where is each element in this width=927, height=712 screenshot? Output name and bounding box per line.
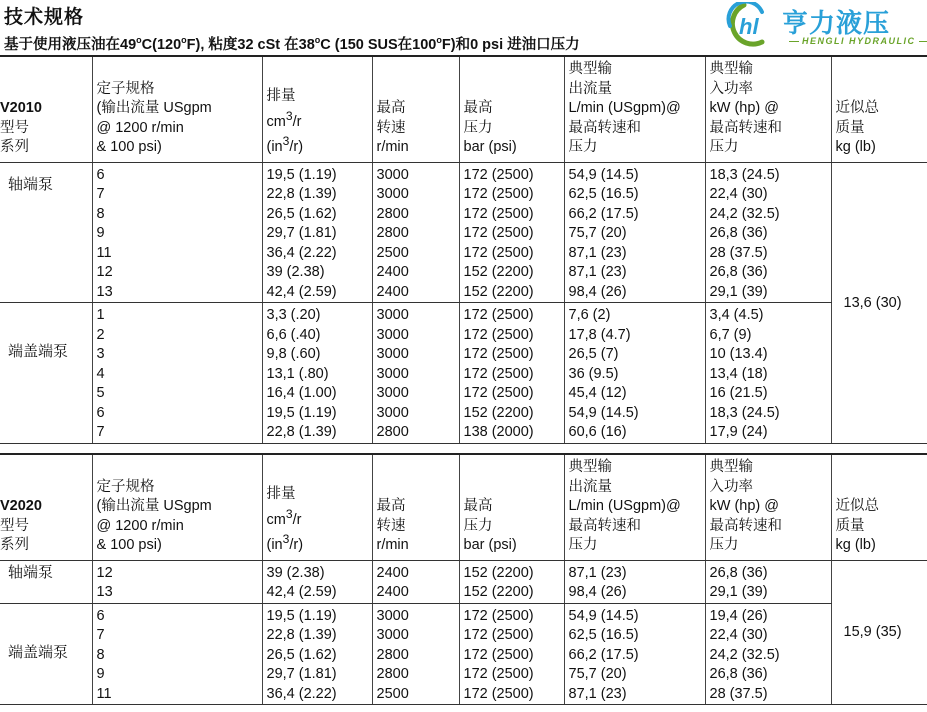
table-cell: 3,3 (.20) [266,307,321,323]
header-line: 转速 [376,119,406,136]
table-cell: 172 (2500) [463,186,534,202]
typical-flow-header [564,56,705,162]
model-series-label: 型号 [0,517,29,534]
size-column [92,603,262,705]
header-line: (输出流量 USgpm [96,100,212,116]
table-cell: 26,8 (36) [709,564,768,581]
header-line: 近似总 [835,498,879,514]
table-cell: 54,9 (14.5) [568,404,639,421]
table-cell: 16 (21.5) [709,385,768,401]
header-line: 定子规格 [96,80,155,97]
table-cell: 7 [96,186,105,202]
brand-logo [722,2,922,50]
table-cell: 1 [96,307,105,323]
table-cell: 62,5 (16.5) [568,186,639,202]
table-cell: 2500 [376,244,409,261]
model-series-label: 型号 [0,119,29,136]
header-line: 典型输 [709,459,753,475]
table-cell: 22,4 (30) [709,627,768,643]
weight-header [831,454,927,560]
header-line: kg (lb) [835,537,876,553]
table-cell: 18,3 (24.5) [709,166,780,183]
table-cell: 3000 [376,627,409,643]
table-cell: 8 [96,646,105,663]
table-cell: 16,4 (1.00) [266,385,337,401]
table-cell: 13 [96,584,113,600]
header-line: 近似总 [835,100,879,116]
header-line: 压力 [568,537,598,553]
table-cell: 3000 [376,186,409,202]
table-cell: 172 (2500) [463,365,534,382]
table-header-row [0,56,927,162]
header-line: 压力 [709,139,739,155]
table-cell: 7,6 (2) [568,307,611,323]
header-line: @ 1200 r/min [96,517,184,534]
table-cell: 26,5 (1.62) [266,646,337,663]
table-cell: 172 (2500) [463,225,534,241]
flow-column [564,162,705,303]
table-cell: 3000 [376,346,409,362]
table-cell: 9 [96,666,105,682]
header-line: 质量 [835,517,865,534]
table-cell: 152 (2200) [463,404,534,421]
header-line: 压力 [568,139,598,155]
speed-column [372,560,459,603]
model-series-label: 系列 [0,537,29,553]
header-line: 最高转速和 [568,119,641,136]
table-cell: 2400 [376,264,409,280]
pressure-column [459,162,564,303]
table-cell: 87,1 (23) [568,264,627,280]
model-series-label: 系列 [0,139,29,155]
header-line: 出流量 [568,478,612,495]
table-cell: 172 (2500) [463,666,534,682]
table-header-row [0,454,927,560]
table-cell: 3000 [376,307,409,323]
table-cell: 42,4 (2.59) [266,584,337,600]
pump-type-label: 端盖端泵 [0,603,92,705]
table-cell: 29,7 (1.81) [266,666,337,682]
header-line: 压力 [463,119,493,136]
header-line: 最高 [376,498,406,514]
header-line: 最高 [463,498,493,514]
header-line: & 100 psi) [96,537,162,553]
approx-weight: 15,9 (35) [831,560,927,705]
table-cell: 172 (2500) [463,646,534,663]
table-cell: 13,1 (.80) [266,365,329,382]
table-cell: 66,2 (17.5) [568,646,639,663]
table-cell: 2800 [376,666,409,682]
header-line: 最高转速和 [568,517,641,534]
table-cell: 60,6 (16) [568,424,627,440]
table-cell: 17,8 (4.7) [568,326,631,343]
power-column [705,560,831,603]
model-header [0,56,92,162]
table-cell: 12 [96,564,113,581]
table-cell: 22,8 (1.39) [266,424,337,440]
header-line: (输出流量 USgpm [96,498,212,514]
header-line: 典型输 [568,61,612,77]
table-cell: 3000 [376,404,409,421]
table-cell: 152 (2200) [463,564,534,581]
page-title: 技术规格 [4,7,85,28]
table-cell: 138 (2000) [463,424,534,440]
header-line: 压力 [463,517,493,534]
table-cell: 26,5 (7) [568,346,619,362]
header-line: kW (hp) @ [709,498,779,514]
table-cell: 87,1 (23) [568,244,627,261]
table-cell: 7 [96,424,105,440]
table-cell: 6 [96,404,105,421]
table-cell: 28 (37.5) [709,685,768,702]
stator-size-header [92,56,262,162]
table-cell: 17,9 (24) [709,424,768,440]
table-cell: 4 [96,365,105,382]
table-cell: 13,4 (18) [709,365,768,382]
disp-column [262,560,372,603]
speed-column [372,162,459,303]
table-cell: 2500 [376,685,409,702]
table-cell: 172 (2500) [463,326,534,343]
table-cell: 172 (2500) [463,346,534,362]
table-cell: 19,5 (1.19) [266,166,337,183]
hengli-logo-icon [722,2,780,48]
table-cell: 6 [96,607,105,624]
approx-weight: 13,6 (30) [831,162,927,443]
flow-column [564,560,705,603]
table-cell: 19,4 (26) [709,607,768,624]
page-subtitle: 基于使用液压油在49$^o$C(120$^o$F), 粘度32 cSt 在38$^o$C (150 SUS在100$^o$F)和0 psi 进油口压力 [4,35,580,53]
table-cell: 24,2 (32.5) [709,646,780,663]
table-cell: 172 (2500) [463,385,534,401]
table-cell: 172 (2500) [463,627,534,643]
header-line: & 100 psi) [96,139,162,155]
size-column [92,560,262,603]
table-cell: 26,8 (36) [709,666,768,682]
table-cell: 11 [96,685,112,702]
pressure-column [459,560,564,603]
svg-text:hl: hl [739,14,759,39]
table-cell: 54,9 (14.5) [568,166,639,183]
max-pressure-header [459,454,564,560]
displacement-header: 排量 $cm^3/r$ $(in^3/r)$ [262,454,372,560]
header-line: 压力 [709,537,739,553]
model-name: V2010 [0,100,42,116]
header-line: 出流量 [568,80,612,97]
table-cell: 62,5 (16.5) [568,627,639,643]
power-column [705,603,831,705]
typical-power-header [705,56,831,162]
table-cell: 5 [96,385,105,401]
header-line: @ 1200 r/min [96,119,184,136]
disp-column [262,303,372,444]
table-cell: 3000 [376,385,409,401]
header-line: 入功率 [709,80,753,97]
table-cell: 172 (2500) [463,307,534,323]
max-speed-header [372,454,459,560]
header-line: bar (psi) [463,537,517,553]
header-line: 最高转速和 [709,517,782,534]
table-cell: 28 (37.5) [709,244,768,261]
header-line: 最高 [376,100,406,116]
table-cell: 75,7 (20) [568,666,627,682]
table-cell: 2800 [376,205,409,222]
table-cell: 45,4 (12) [568,385,627,401]
power-column [705,162,831,303]
table-cell: 29,1 (39) [709,283,768,300]
table-cell: 2800 [376,225,409,241]
table-cell: 2800 [376,646,409,663]
pump-group-1 [0,303,927,444]
header-line: 典型输 [568,459,612,475]
header-line: kg (lb) [835,139,876,155]
table-cell: 36 (9.5) [568,365,619,382]
table-cell: 3,4 (4.5) [709,307,764,323]
flow-column [564,603,705,705]
pump-type-label: 轴端泵 [0,560,92,603]
table-cell: 18,3 (24.5) [709,404,780,421]
table-cell: 2800 [376,424,409,440]
typical-power-header [705,454,831,560]
table-cell: 12 [96,264,113,280]
table-cell: 172 (2500) [463,685,534,702]
table-cell: 172 (2500) [463,205,534,222]
header-line: r/min [376,537,409,553]
spec-table-v2020 [0,453,927,705]
table-cell: 26,5 (1.62) [266,205,337,222]
table-cell: 13 [96,283,113,300]
logo-english-name: HENGLI HYDRAULIC [786,36,927,46]
table-cell: 10 (13.4) [709,346,768,362]
table-cell: 26,8 (36) [709,225,768,241]
table-cell: 2400 [376,584,409,600]
header-line: 典型输 [709,61,753,77]
table-cell: 98,4 (26) [568,283,627,300]
table-cell: 3000 [376,326,409,343]
table-cell: 87,1 (23) [568,685,627,702]
table-cell: 24,2 (32.5) [709,205,780,222]
pump-group-0 [0,162,927,303]
size-column [92,303,262,444]
header-line: bar (psi) [463,139,517,155]
table-cell: 3000 [376,365,409,382]
size-column [92,162,262,303]
header-line: 定子规格 [96,478,155,495]
table-cell: 152 (2200) [463,283,534,300]
table-cell: 22,4 (30) [709,186,768,202]
max-speed-header [372,56,459,162]
table-cell: 11 [96,244,112,261]
table-cell: 66,2 (17.5) [568,205,639,222]
table-cell: 172 (2500) [463,166,534,183]
header-line: 质量 [835,119,865,136]
header-line: kW (hp) @ [709,100,779,116]
table-cell: 152 (2200) [463,264,534,280]
disp-column [262,603,372,705]
table-cell: 22,8 (1.39) [266,627,337,643]
table-cell: 29,1 (39) [709,584,768,600]
table-cell: 75,7 (20) [568,225,627,241]
table-cell: 54,9 (14.5) [568,607,639,624]
header-line: 最高转速和 [709,119,782,136]
table-cell: 7 [96,627,105,643]
table-cell: 8 [96,205,105,222]
table-cell: 172 (2500) [463,244,534,261]
table-cell: 6,6 (.40) [266,326,321,343]
table-cell: 42,4 (2.59) [266,283,337,300]
table-cell: 2400 [376,283,409,300]
header-line: 转速 [376,517,406,534]
max-pressure-header [459,56,564,162]
table-cell: 36,4 (2.22) [266,244,337,261]
weight-header [831,56,927,162]
table-cell: 36,4 (2.22) [266,685,337,702]
pressure-column [459,303,564,444]
table-cell: 29,7 (1.81) [266,225,337,241]
table-cell: 6,7 (9) [709,326,752,343]
pump-group-0 [0,560,927,603]
table-cell: 19,5 (1.19) [266,404,337,421]
stator-size-header [92,454,262,560]
table-cell: 3000 [376,166,409,183]
table-cell: 26,8 (36) [709,264,768,280]
speed-column [372,303,459,444]
speed-column [372,603,459,705]
table-cell: 22,8 (1.39) [266,186,337,202]
table-cell: 152 (2200) [463,584,534,600]
table-cell: 2 [96,326,105,343]
pump-group-1 [0,603,927,705]
pressure-column [459,603,564,705]
pump-type-label: 轴端泵 [0,162,92,303]
table-cell: 19,5 (1.19) [266,607,337,624]
table-cell: 39 (2.38) [266,264,325,280]
flow-column [564,303,705,444]
model-name: V2020 [0,498,42,514]
pump-type-label: 端盖端泵 [0,303,92,444]
table-cell: 87,1 (23) [568,564,627,581]
header-line: 入功率 [709,478,753,495]
table-cell: 9 [96,225,105,241]
table-cell: 39 (2.38) [266,564,325,581]
table-cell: 98,4 (26) [568,584,627,600]
table-cell: 2400 [376,564,409,581]
table-cell: 3000 [376,607,409,624]
model-header [0,454,92,560]
power-column [705,303,831,444]
header-line: L/min (USgpm)@ [568,498,681,514]
header-line: r/min [376,139,409,155]
table-cell: 3 [96,346,105,362]
header-line: L/min (USgpm)@ [568,100,681,116]
spec-table-v2010 [0,55,927,444]
displacement-header: 排量 $cm^3/r$ $(in^3/r)$ [262,56,372,162]
disp-column [262,162,372,303]
table-cell: 172 (2500) [463,607,534,624]
table-cell: 9,8 (.60) [266,346,321,362]
logo-chinese-name: 亨力液压 [782,8,891,38]
typical-flow-header [564,454,705,560]
table-cell: 6 [96,166,105,183]
header-line: 最高 [463,100,493,116]
